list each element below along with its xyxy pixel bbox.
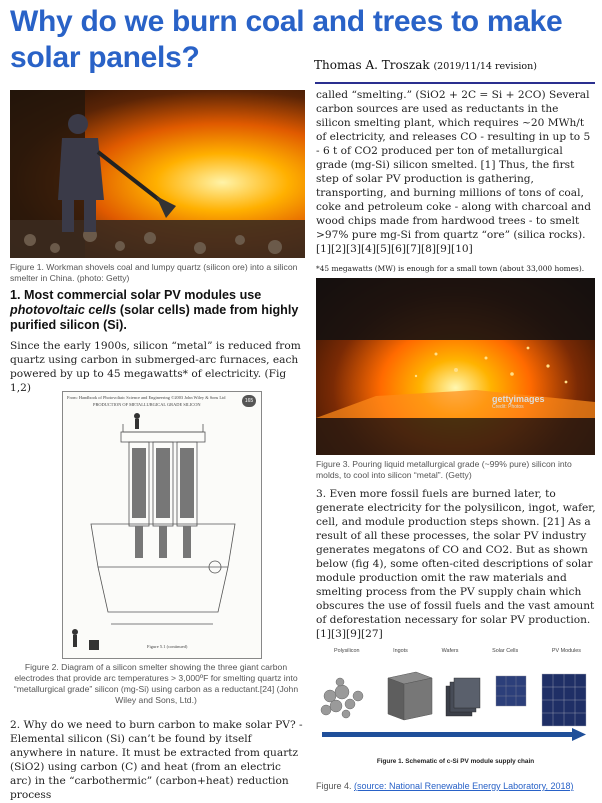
ingot-blocks (388, 672, 432, 720)
fig4-source-link[interactable]: (source: National Renewable Energy Laboratory, 2018) (354, 781, 574, 791)
fig1-caption: Figure 1. Workman shovels coal and lumpy quartz (silicon ore) into a silicon smelter in China. (photo: Getty) (10, 262, 298, 283)
fig2-diagram (62, 391, 262, 659)
revision-date: (2019/11/14 revision) (433, 61, 537, 72)
section1-heading-text-a: 1. Most commercial solar PV modules use (10, 288, 262, 302)
title-rule (315, 82, 595, 84)
fig4-label-polysilicon: Polysilicon (334, 648, 360, 654)
pv-module (542, 674, 586, 726)
polysilicon-chunks (321, 678, 363, 718)
fig4-caption (316, 781, 596, 792)
section2-body: 2. Why do we need to burn carbon to make solar PV? - Elemental silicon (Si) can’t be found by itself anywhere in nature. It must be extracted from quartz (SiO2) using carbon (C) and heat (from an electric arc) in the “carbothermic” (carbon+heat) reduction process (10, 719, 303, 801)
right-column-body: called “smelting.” (SiO2 + 2C = Si + 2CO) Several carbon sources are used as reductants in the silicon smelting plant, which requires ~20 MWh/t of electricity, and releases CO - resulting in up to 5 - 6 t of CO2 produced per ton of metallurgical grade (mg-Si) silicon smelted. [1] Thus, the first step of solar PV production is gathering, transporting, and burning millions of tons of coal, coke and petroleum coke - along with charcoal and wood chips made from hardwood trees - to smelt >97% pure mg-Si from quartz “ore” (silica rocks). [1][2][3][4][5][6][7][8][9][10] (316, 89, 592, 255)
section1-heading (10, 288, 305, 333)
fig3-photo (316, 278, 595, 455)
fig4-schematic-title: Figure 1. Schematic of c-Si PV module supply chain (376, 758, 535, 765)
fig4-label-ingots: Ingots (393, 648, 408, 654)
fig4-label-wafers: Wafers (441, 648, 459, 654)
section1-heading-text-b: (solar cells) made from highly purified silicon (Si). (10, 303, 299, 332)
fig4-label-pv-modules: PV Modules (551, 648, 581, 654)
fig2-header-line1: From: Handbook of Photovoltaic Science and Engineering ©2003 John Wiley & Sons Ltd (67, 395, 226, 400)
fig1-photo (10, 90, 305, 258)
watermark-brand: gettyimages (492, 394, 545, 404)
getty-watermark (492, 394, 545, 410)
author-name: Thomas A. Troszak (314, 58, 430, 72)
supply-chain-arrow (322, 728, 586, 741)
smelter-worker-illustration (10, 90, 305, 258)
solar-cell (496, 676, 526, 706)
fig4-label-solar-cells: Solar Cells (492, 648, 519, 654)
author-line (314, 58, 537, 72)
fig4-supply-chain (316, 648, 595, 770)
fig2-header-line2: PRODUCTION OF METALLURGICAL GRADE SILICON (93, 402, 201, 407)
fig3-caption: Figure 3. Pouring liquid metallurgical grade (~99% pure) silicon into molds, to cool into silicon “metal”. (Getty) (316, 459, 572, 480)
fig2-inner-caption: Figure 5.1 (continued) (147, 644, 188, 649)
fig2-page-number: 165 (242, 395, 256, 407)
section3-body: 3. Even more fossil fuels are burned later, to generate electricity for the polysilicon, ingot, wafer, cell, and module production steps shown. [21] As a result of all these processes, the solar PV industry generates megatons of CO and CO2. But as shown below (fig 4), some often-cited descriptions of solar module production omit the raw materials and smelting process from the PV supply chain which obscures the use of fossil fuels and the vast amount of deforestation necessary for solar PV production. [1][3][9][27] (316, 488, 596, 640)
section1-body: Since the early 1900s, silicon “metal” is reduced from quartz using carbon in submerged-arc furnaces, each powered by up to 45 megawatts* of electricity. (Fig 1,2) (10, 340, 301, 394)
section1-heading-emphasis: photovoltaic cells (10, 303, 117, 317)
fig4-schematic (316, 656, 595, 748)
molten-pour-illustration (316, 278, 595, 455)
megawatt-footnote: *45 megawatts (MW) is enough for a small town (about 33,000 homes). (316, 264, 585, 273)
fig4-caption-prefix: Figure 4. (316, 781, 355, 791)
watermark-credit: Credit: Photos (492, 404, 524, 410)
fig2-caption: Figure 2. Diagram of a silicon smelter showing the three giant carbon electrodes that provide arc temperatures > 3,000ºF for smelting quartz into “metallurgical grade” silicon (mg-Si) using carbon as a reductant.[24] (John Wiley and Sons, Ltd.) (13, 662, 299, 705)
page-title: Why do we burn coal and trees to make solar panels? (10, 5, 563, 74)
wafer-stack (446, 678, 480, 716)
smelter-schematic (63, 392, 261, 658)
